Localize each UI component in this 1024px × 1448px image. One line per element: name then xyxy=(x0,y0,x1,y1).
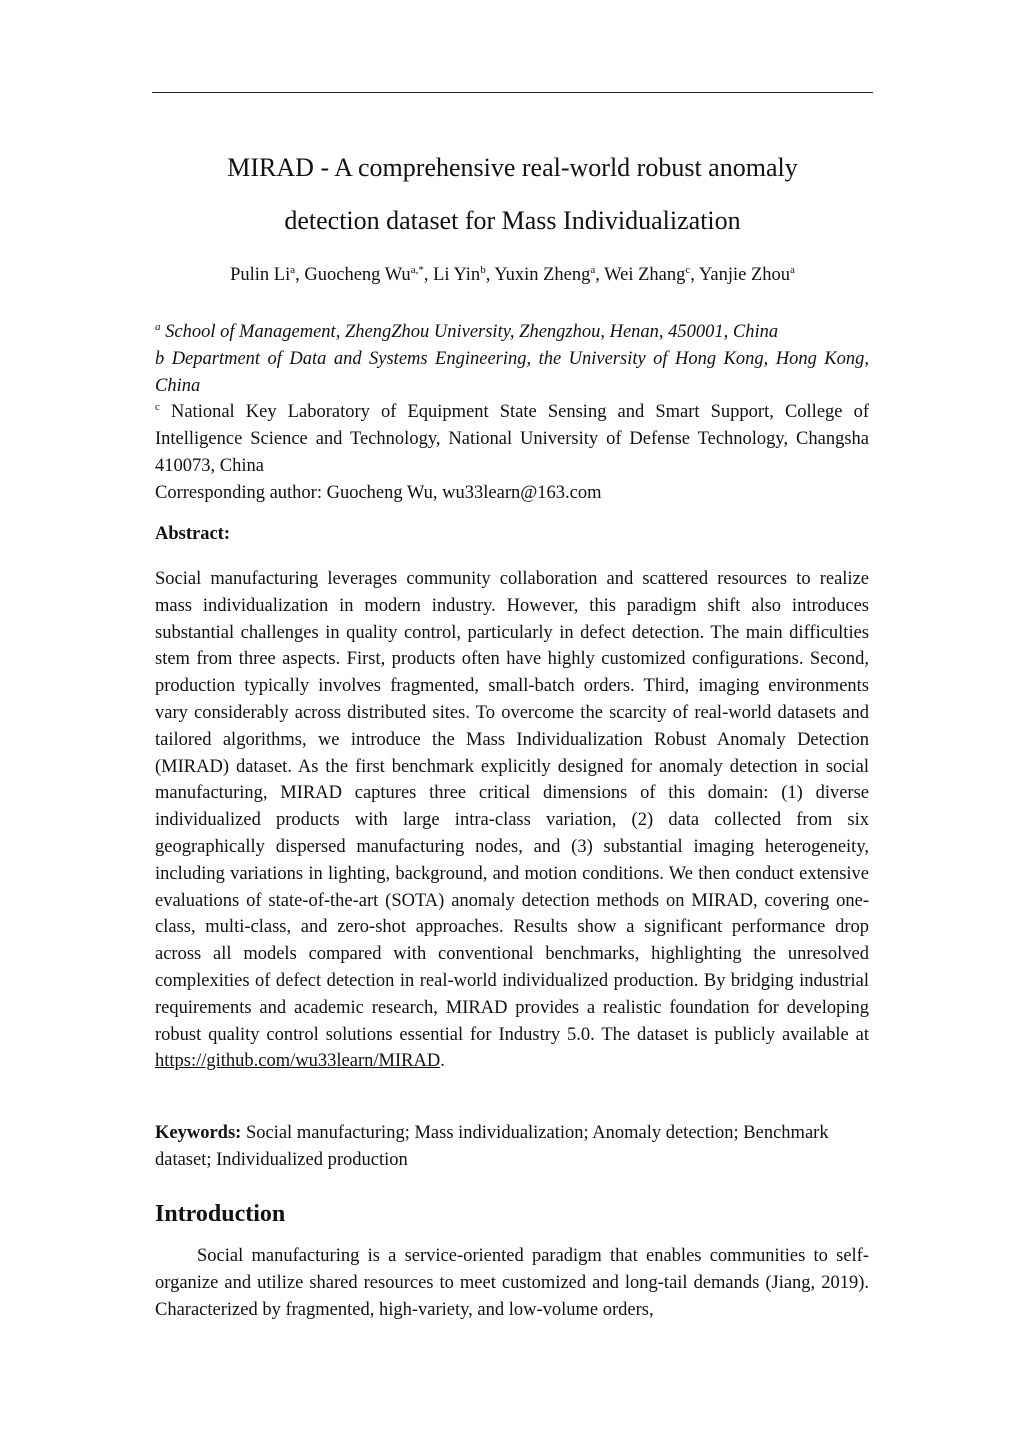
keywords xyxy=(155,1120,869,1174)
author: Yanjie Zhou$^a$ xyxy=(698,264,795,285)
affiliation-c: $^c$ National Key Laboratory of Equipment State Sensing and Smart Support, College of Intelligence Science and Technology, National University of Defense Technology, Changsha 410073, China xyxy=(155,401,869,476)
author: Guocheng $Wu^{a,*}$, xyxy=(304,264,434,285)
paper-title-line-1: MIRAD - A comprehensive real-world robust anomaly xyxy=(227,153,798,182)
affiliation-a: $^a$ School of Management, ZhengZhou University, Zhengzhou, Henan, 450001, China xyxy=(155,321,779,342)
author: Wei Zhang$^c$, xyxy=(604,264,699,285)
affiliations xyxy=(155,319,869,507)
keywords-text: Social manufacturing; Mass individualization; Anomaly detection; Benchmark dataset; Individualized production xyxy=(155,1123,829,1170)
author: Yuxin Zheng$^a$, xyxy=(494,264,605,285)
author: Pulin Li$^a$, xyxy=(230,264,305,285)
keywords-label: Keywords: xyxy=(155,1123,242,1143)
introduction-body: Social manufacturing is a service-oriented paradigm that enables communities to self-organize and utilize shared resources to meet customized and long-tail demands (Jiang, 2019). Characterized by fragmented, high-variety, and low-volume orders, xyxy=(155,1246,869,1320)
author: Li Yin$^b$, xyxy=(433,264,495,285)
author-list xyxy=(152,265,873,286)
dataset-link[interactable]: https://github.com/wu33learn/MIRAD xyxy=(155,1051,441,1072)
abstract-heading: Abstract: xyxy=(155,524,231,544)
abstract-body: Social manufacturing leverages community collaboration and scattered resources to realize mass individualization in modern industry. However, this paradigm shift also introduces substantial challenges in quality control, particularly in defect detection. The main difficulties stem from three aspects. First, products often have highly customized configurations. Second, production typically involves fragmented, small-batch orders. Third, imaging environments vary considerably across distributed sites. To overcome the scarcity of real-world datasets and tailored algorithms, we introduce the Mass Individualization Robust Anomaly Detection (MIRAD) dataset. As the first benchmark explicitly designed for anomaly detection in social manufacturing, MIRAD captures three critical dimensions of this domain: (1) diverse individualized products with large intra-class variation, (2) data collected from six geographically dispersed manufacturing nodes, and (3) substantial imaging heterogeneity, including variations in lighting, background, and motion conditions. We then conduct extensive evaluations of state-of-the-art (SOTA) anomaly detection methods on MIRAD, covering one-class, multi-class, and zero-shot approaches. Results show a significant performance drop across all models compared with conventional benchmarks, highlighting the unresolved complexities of defect detection in real-world individualized production. By bridging industrial requirements and academic research, MIRAD provides a realistic foundation for developing robust quality control solutions essential for Industry 5.0. The dataset is publicly available at https://github.com/wu33learn/MIRAD. xyxy=(155,569,869,1072)
header-rule xyxy=(152,92,873,93)
paper-title-line-2: detection dataset for Mass Individualization xyxy=(284,206,741,235)
corresponding-author: Corresponding author: Guocheng Wu, wu33learn@163.com xyxy=(155,482,602,503)
introduction-heading: Introduction xyxy=(155,1201,286,1227)
affiliation-b: b Department of Data and Systems Engineering, the University of Hong Kong, Hong Kong, China xyxy=(155,348,869,396)
